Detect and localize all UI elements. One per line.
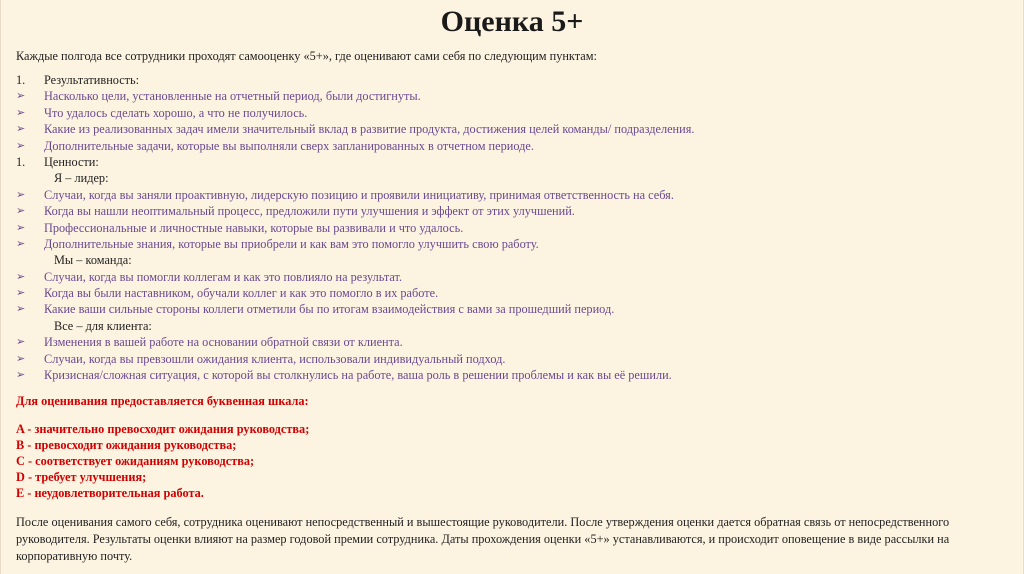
- list-item-text: Насколько цели, установленные на отчетный период, были достигнуты.: [44, 89, 421, 104]
- list-item-text: Профессиональные и личностные навыки, которые вы развивали и что удалось.: [44, 220, 464, 235]
- list-item-text: Когда вы нашли неоптимальный процесс, предложили пути улучшения и эффект от этих улучшений.: [44, 204, 575, 219]
- list-item: [16, 367, 1011, 383]
- section-heading: [16, 154, 1011, 170]
- arrow-bullet-icon: ➢: [16, 139, 26, 152]
- list-item-text: Когда вы были наставником, обучали коллег и как это помогло в их работе.: [44, 286, 439, 301]
- list-item-text: Изменения в вашей работе на основании обратной связи от клиента.: [44, 335, 403, 350]
- list-item-text: Какие из реализованных задач имели значительный вклад в развитие продукта, достижения целей команды/ подразделения.: [44, 122, 695, 137]
- arrow-bullet-icon: ➢: [16, 303, 26, 316]
- list-item: [16, 105, 1011, 121]
- list-item: [16, 220, 1011, 236]
- list-item-text: Случаи, когда вы помогли коллегам и как это повлияло на результат.: [44, 269, 403, 284]
- list-item-text: Результативность:: [44, 73, 140, 87]
- list-item-text: Дополнительные задачи, которые вы выполняли сверх запланированных в отчетном периоде.: [44, 138, 534, 153]
- grade-c: C - соответствует ожиданиям руководства;: [16, 454, 255, 469]
- list-item: [16, 236, 1011, 252]
- list-item-text: Кризисная/сложная ситуация, с которой вы столкнулись на работе, ваша роль в решении проблемы и как вы её решили.: [44, 368, 672, 383]
- arrow-bullet-icon: ➢: [16, 123, 26, 136]
- list-item: [16, 121, 1011, 137]
- list-item: [16, 88, 1011, 104]
- arrow-bullet-icon: ➢: [16, 205, 26, 218]
- list-item-text: Какие ваши сильные стороны коллеги отметили бы по итогам взаимодействия с вами за прошедший период.: [44, 302, 615, 317]
- grade-b: B - превосходит ожидания руководства;: [16, 438, 237, 453]
- grading-scale-heading: Для оценивания предоставляется буквенная шкала:: [16, 394, 309, 409]
- intro-text: Каждые полгода все сотрудники проходят самооценку «5+», где оценивают сами себя по следующим пунктам:: [16, 49, 597, 63]
- list-number: 1.: [16, 73, 26, 87]
- grade-a: A - значительно превосходит ожидания руководства;: [16, 422, 310, 437]
- subsection-heading: [16, 252, 1011, 268]
- criteria-list: [16, 72, 1011, 383]
- list-item: [16, 351, 1011, 367]
- list-item-text: Дополнительные знания, которые вы приобрели и как вам это помогло улучшить свою работу.: [44, 236, 539, 251]
- list-item: [16, 187, 1011, 203]
- arrow-bullet-icon: ➢: [16, 221, 26, 234]
- list-item: [16, 269, 1011, 285]
- list-item-text: Я – лидер:: [54, 171, 109, 186]
- arrow-bullet-icon: ➢: [16, 188, 26, 201]
- list-item-text: Случаи, когда вы превзошли ожидания клиента, использовали индивидуальный подход.: [44, 351, 506, 366]
- list-item-text: Ценности:: [44, 154, 99, 169]
- grade-e: E - неудовлетворительная работа.: [16, 486, 204, 501]
- list-item: [16, 334, 1011, 350]
- arrow-bullet-icon: ➢: [16, 336, 26, 349]
- arrow-bullet-icon: ➢: [16, 90, 26, 103]
- grading-scale-items: [16, 421, 1011, 501]
- arrow-bullet-icon: ➢: [16, 369, 26, 382]
- list-item-text: Все – для клиента:: [54, 318, 152, 333]
- grading-scale: [16, 393, 1011, 501]
- arrow-bullet-icon: ➢: [16, 106, 26, 119]
- arrow-bullet-icon: ➢: [16, 287, 26, 300]
- list-item: [16, 138, 1011, 154]
- list-item-text: Случаи, когда вы заняли проактивную, лидерскую позицию и проявили инициативу, принимая ответственность на себя.: [44, 187, 674, 202]
- section-heading: [16, 72, 1011, 88]
- list-item: [16, 285, 1011, 301]
- list-number: 1.: [16, 154, 26, 169]
- list-item: [16, 203, 1011, 219]
- footer-paragraph: После оценивания самого себя, сотрудника оценивают непосредственный и вышестоящие руководители. После утверждения оценки дается обратная связь от непосредственного руководителя. Результаты оценки влияют на размер годовой премии сотрудника. Даты прохождения оценки «5+» устанавливаются, и происходит оповещение в виде рассылки на корпоративную почту.: [16, 515, 950, 563]
- list-item-text: Что удалось сделать хорошо, а что не получилось.: [44, 105, 308, 120]
- arrow-bullet-icon: ➢: [16, 352, 26, 365]
- slide-content: [16, 48, 1011, 564]
- slide-title: Оценка 5+: [440, 5, 584, 38]
- subsection-heading: [16, 170, 1011, 186]
- grade-d: D - требует улучшения;: [16, 470, 147, 485]
- arrow-bullet-icon: ➢: [16, 237, 26, 250]
- list-item-text: Мы – команда:: [54, 253, 132, 268]
- list-item: [16, 301, 1011, 317]
- subsection-heading: [16, 318, 1011, 334]
- arrow-bullet-icon: ➢: [16, 270, 26, 283]
